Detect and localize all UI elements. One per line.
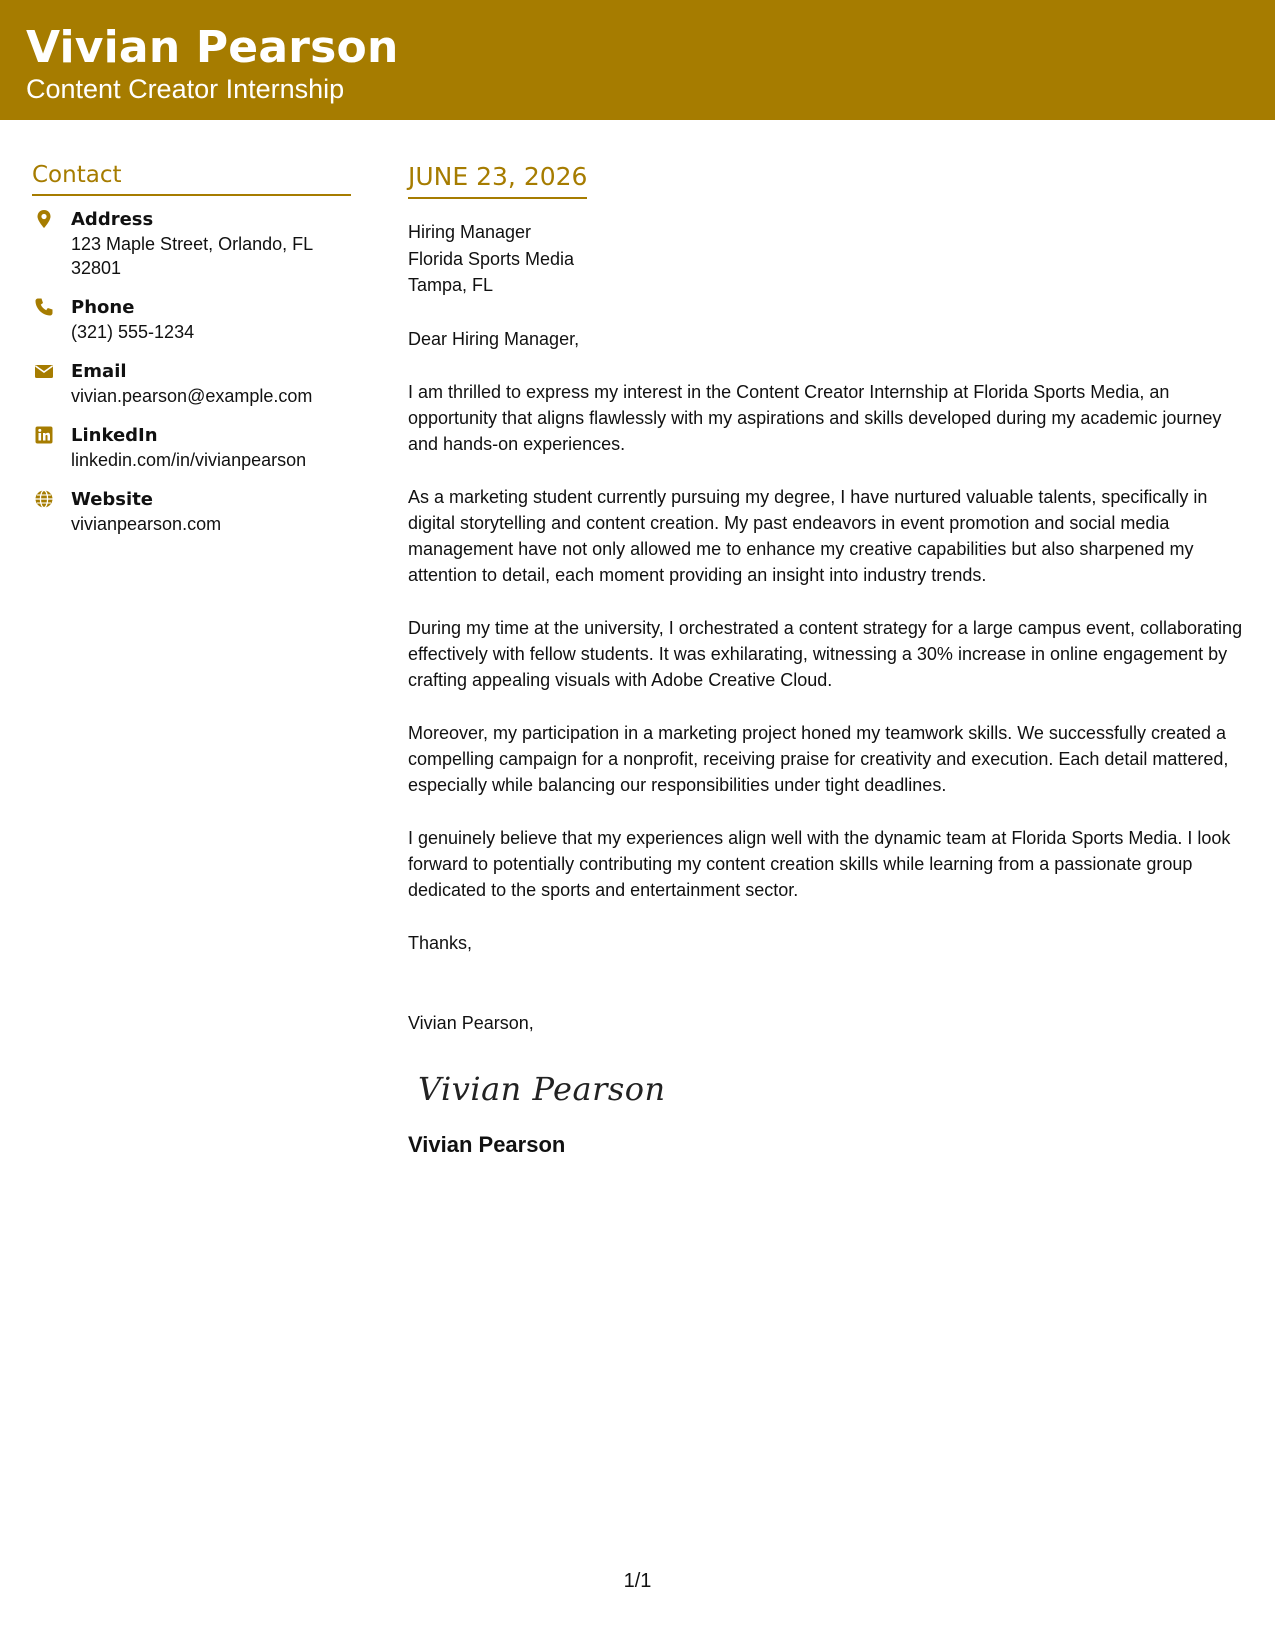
phone-value: (321) 555-1234: [71, 322, 195, 342]
phone-label: Phone: [71, 297, 135, 318]
closing: Thanks,: [408, 932, 473, 953]
contact-phone: [32, 296, 352, 344]
contact-linkedin: [32, 424, 352, 472]
linkedin-value: linkedin.com/in/vivianpearson: [71, 450, 307, 470]
job-title: Content Creator Internship: [26, 74, 345, 104]
contact-sidebar: [32, 162, 352, 536]
linkedin-label: LinkedIn: [71, 425, 158, 446]
contact-address: [32, 208, 352, 280]
phone-icon: [34, 297, 54, 317]
envelope-icon: [34, 361, 54, 381]
body-paragraph: I am thrilled to express my interest in the Content Creator Internship at Florida Sports Media, an opportunity that aligns flawlessly with my aspirations and skills developed during my academic journey and hands-on experiences.: [408, 381, 1222, 454]
contact-heading: Contact: [32, 162, 351, 196]
website-label: Website: [71, 489, 154, 510]
typed-name: Vivian Pearson: [408, 1131, 566, 1157]
website-value: vivianpearson.com: [71, 514, 222, 534]
sign-off-name: Vivian Pearson,: [408, 1012, 534, 1033]
address-value: 123 Maple Street, Orlando, FL 32801: [71, 234, 313, 278]
body-paragraph: Moreover, my participation in a marketing project honed my teamwork skills. We successfully created a compelling campaign for a nonprofit, receiving praise for creativity and execution. Each detail mattered, especially while balancing our responsibilities under tight deadlines.: [408, 722, 1229, 795]
contact-email: [32, 360, 352, 408]
address-label: Address: [71, 209, 154, 230]
letter-date: JUNE 23, 2026: [408, 164, 587, 199]
letter-body: [408, 164, 1253, 1158]
page-number: 1/1: [623, 1570, 652, 1592]
svg-text:Vivian Pearson: Vivian Pearson: [418, 1069, 666, 1108]
handwritten-signature: [416, 1062, 676, 1112]
recipient-line: Hiring Manager: [408, 222, 532, 242]
linkedin-icon: [34, 425, 54, 445]
recipient-line: Florida Sports Media: [408, 248, 575, 269]
header-banner: [0, 0, 1275, 120]
map-pin-icon: [34, 209, 54, 229]
recipient-block: [408, 219, 1253, 299]
applicant-name: Vivian Pearson: [26, 22, 399, 73]
body-paragraph: I genuinely believe that my experiences align well with the dynamic team at Florida Sports Media. I look forward to potentially contributing my content creation skills while learning from a passionate group dedicated to the sports and entertainment sector.: [408, 827, 1231, 900]
body-paragraph: As a marketing student currently pursuing my degree, I have nurtured valuable talents, specifically in digital storytelling and content creation. My past endeavors in event promotion and social media management have not only allowed me to enhance my creative capabilities but also sharpened my attention to detail, each moment providing an insight into industry trends.: [408, 486, 1208, 585]
salutation: Dear Hiring Manager,: [408, 328, 580, 349]
email-label: Email: [71, 361, 127, 382]
email-value: vivian.pearson@example.com: [71, 386, 313, 406]
body-paragraph: During my time at the university, I orchestrated a content strategy for a large campus event, collaborating effectively with fellow students. It was exhilarating, witnessing a 30% increase in online engagement by crafting appealing visuals with Adobe Creative Cloud.: [408, 617, 1243, 690]
recipient-line: Tampa, FL: [408, 275, 494, 295]
contact-website: [32, 488, 352, 536]
globe-icon: [34, 489, 54, 509]
